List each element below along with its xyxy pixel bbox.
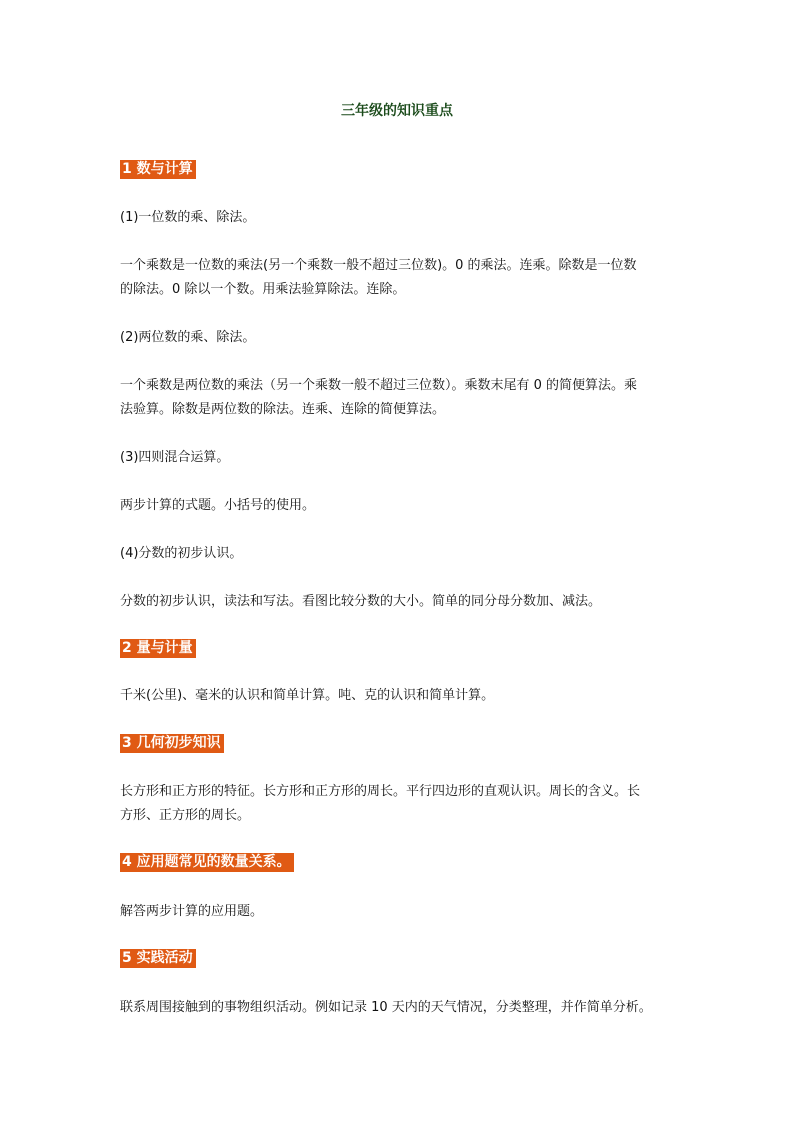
paragraph-4-line-1: 一个乘数是两位数的乘法（另一个乘数一般不超过三位数）。乘数末尾有 0 的简便算法。乘 [120, 378, 638, 393]
paragraph-2-line-2: 的除法。0 除以一个数。用乘法验算除法。连除。 [120, 282, 406, 297]
page-title: 三年级的知识重点 [341, 103, 453, 119]
paragraph-5: (3)四则混合运算。 [120, 450, 230, 465]
paragraph-2-line-1: 一个乘数是一位数的乘法(另一个乘数一般不超过三位数)。0 的乘法。连乘。除数是一位数 [120, 258, 637, 273]
section-heading-1: 1 数与计算 [120, 160, 196, 179]
paragraph-4-line-2: 法验算。除数是两位数的除法。连乘、连除的简便算法。 [120, 402, 446, 417]
section-heading-4: 4 应用题常见的数量关系。 [120, 853, 294, 872]
paragraph-8: 分数的初步认识，读法和写法。看图比较分数的大小。简单的同分母分数加、减法。 [120, 594, 602, 609]
paragraph-12: 联系周围接触到的事物组织活动。例如记录 10 天内的天气情况，分类整理，并作简单分析。 [120, 1000, 652, 1015]
paragraph-9: 千米(公里)、毫米的认识和简单计算。吨、克的认识和简单计算。 [120, 688, 495, 703]
paragraph-10-line-1: 长方形和正方形的特征。长方形和正方形的周长。平行四边形的直观认识。周长的含义。长 [120, 784, 641, 799]
paragraph-11: 解答两步计算的应用题。 [120, 904, 264, 919]
paragraph-1: (1)一位数的乘、除法。 [120, 210, 256, 225]
section-heading-5: 5 实践活动 [120, 949, 196, 968]
section-heading-2: 2 量与计量 [120, 639, 196, 658]
paragraph-3: (2)两位数的乘、除法。 [120, 330, 256, 345]
paragraph-7: (4)分数的初步认识。 [120, 546, 243, 561]
paragraph-10-line-2: 方形、正方形的周长。 [120, 808, 251, 823]
paragraph-6: 两步计算的式题。小括号的使用。 [120, 498, 316, 513]
section-heading-3: 3 几何初步知识 [120, 734, 224, 753]
